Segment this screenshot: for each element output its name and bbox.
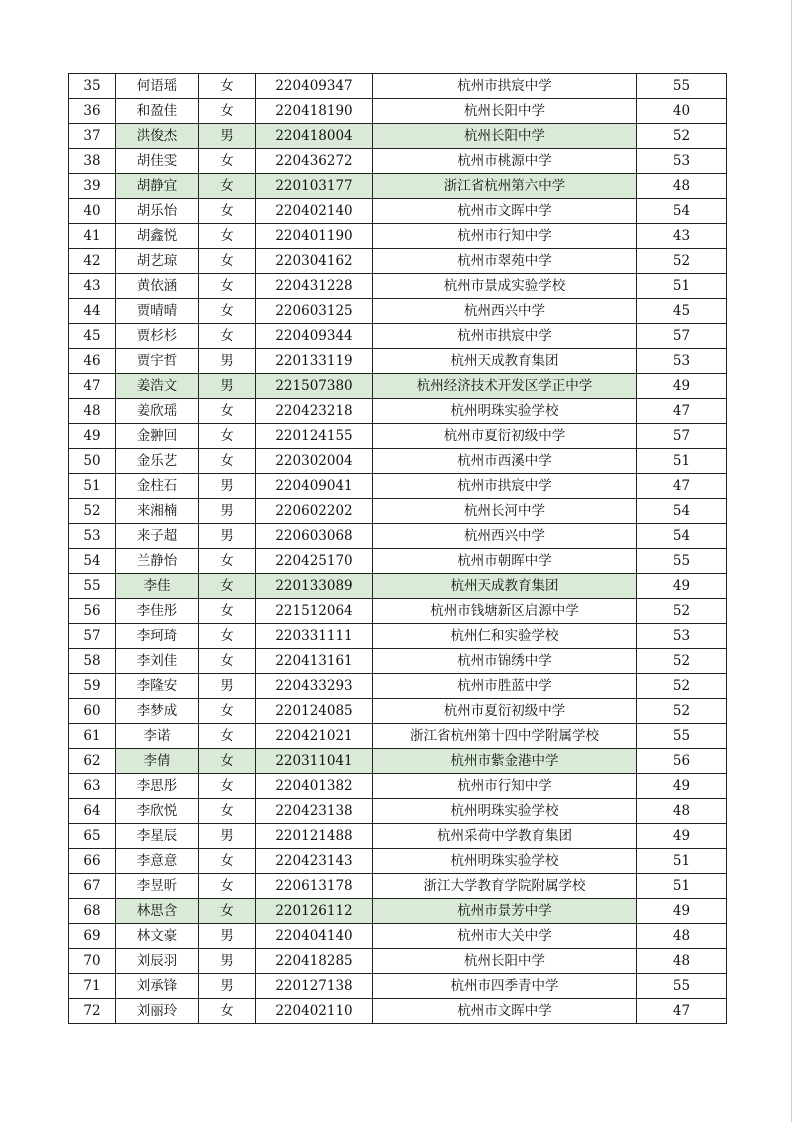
school-name-cell: 杭州长河中学 bbox=[373, 499, 637, 524]
score-cell: 55 bbox=[637, 974, 727, 999]
score-cell: 51 bbox=[637, 449, 727, 474]
table-row bbox=[69, 849, 727, 874]
row-number-cell: 45 bbox=[69, 324, 116, 349]
row-number-cell: 69 bbox=[69, 924, 116, 949]
table-row bbox=[69, 899, 727, 924]
student-name-cell: 何语瑶 bbox=[116, 74, 199, 99]
school-name-cell: 杭州明珠实验学校 bbox=[373, 799, 637, 824]
exam-id-cell: 220425170 bbox=[256, 549, 373, 574]
score-cell: 54 bbox=[637, 524, 727, 549]
table-row bbox=[69, 999, 727, 1024]
gender-cell: 女 bbox=[199, 449, 256, 474]
exam-id-cell: 220121488 bbox=[256, 824, 373, 849]
table-row bbox=[69, 749, 727, 774]
row-number-cell: 70 bbox=[69, 949, 116, 974]
school-name-cell: 杭州市拱宸中学 bbox=[373, 474, 637, 499]
student-name-cell: 胡佳雯 bbox=[116, 149, 199, 174]
table-row bbox=[69, 124, 727, 149]
school-name-cell: 杭州市景成实验学校 bbox=[373, 274, 637, 299]
school-name-cell: 浙江省杭州第六中学 bbox=[373, 174, 637, 199]
school-name-cell: 杭州长阳中学 bbox=[373, 949, 637, 974]
student-name-cell: 李梦成 bbox=[116, 699, 199, 724]
student-name-cell: 胡静宜 bbox=[116, 174, 199, 199]
exam-id-cell: 220133119 bbox=[256, 349, 373, 374]
exam-id-cell: 220433293 bbox=[256, 674, 373, 699]
score-cell: 52 bbox=[637, 599, 727, 624]
school-name-cell: 杭州明珠实验学校 bbox=[373, 399, 637, 424]
school-name-cell: 杭州市翠苑中学 bbox=[373, 249, 637, 274]
gender-cell: 女 bbox=[199, 424, 256, 449]
score-cell: 51 bbox=[637, 274, 727, 299]
table-row bbox=[69, 549, 727, 574]
school-name-cell: 杭州天成教育集团 bbox=[373, 574, 637, 599]
row-number-cell: 61 bbox=[69, 724, 116, 749]
table-row bbox=[69, 774, 727, 799]
student-name-cell: 贾晴晴 bbox=[116, 299, 199, 324]
row-number-cell: 64 bbox=[69, 799, 116, 824]
score-cell: 52 bbox=[637, 674, 727, 699]
row-number-cell: 48 bbox=[69, 399, 116, 424]
exam-id-cell: 220431228 bbox=[256, 274, 373, 299]
exam-id-cell: 220133089 bbox=[256, 574, 373, 599]
score-cell: 52 bbox=[637, 249, 727, 274]
score-cell: 54 bbox=[637, 499, 727, 524]
school-name-cell: 杭州市行知中学 bbox=[373, 224, 637, 249]
school-name-cell: 杭州市大关中学 bbox=[373, 924, 637, 949]
row-number-cell: 52 bbox=[69, 499, 116, 524]
score-cell: 53 bbox=[637, 624, 727, 649]
gender-cell: 男 bbox=[199, 974, 256, 999]
table-row bbox=[69, 799, 727, 824]
school-name-cell: 浙江大学教育学院附属学校 bbox=[373, 874, 637, 899]
row-number-cell: 39 bbox=[69, 174, 116, 199]
table-row bbox=[69, 349, 727, 374]
gender-cell: 男 bbox=[199, 949, 256, 974]
student-score-table bbox=[68, 73, 727, 1024]
school-name-cell: 杭州市景芳中学 bbox=[373, 899, 637, 924]
row-number-cell: 63 bbox=[69, 774, 116, 799]
exam-id-cell: 220613178 bbox=[256, 874, 373, 899]
student-name-cell: 贾宇哲 bbox=[116, 349, 199, 374]
exam-id-cell: 220603125 bbox=[256, 299, 373, 324]
table-row bbox=[69, 499, 727, 524]
school-name-cell: 杭州经济技术开发区学正中学 bbox=[373, 374, 637, 399]
score-cell: 55 bbox=[637, 74, 727, 99]
table-row bbox=[69, 449, 727, 474]
score-cell: 55 bbox=[637, 724, 727, 749]
row-number-cell: 37 bbox=[69, 124, 116, 149]
score-cell: 52 bbox=[637, 699, 727, 724]
student-name-cell: 李思彤 bbox=[116, 774, 199, 799]
score-cell: 54 bbox=[637, 199, 727, 224]
row-number-cell: 49 bbox=[69, 424, 116, 449]
score-cell: 51 bbox=[637, 849, 727, 874]
table-row bbox=[69, 724, 727, 749]
row-number-cell: 57 bbox=[69, 624, 116, 649]
school-name-cell: 杭州仁和实验学校 bbox=[373, 624, 637, 649]
score-cell: 49 bbox=[637, 574, 727, 599]
row-number-cell: 36 bbox=[69, 99, 116, 124]
school-name-cell: 杭州明珠实验学校 bbox=[373, 849, 637, 874]
table-body bbox=[69, 74, 727, 1024]
score-cell: 52 bbox=[637, 649, 727, 674]
row-number-cell: 40 bbox=[69, 199, 116, 224]
score-cell: 49 bbox=[637, 374, 727, 399]
school-name-cell: 杭州天成教育集团 bbox=[373, 349, 637, 374]
school-name-cell: 杭州市拱宸中学 bbox=[373, 74, 637, 99]
student-name-cell: 来湘楠 bbox=[116, 499, 199, 524]
student-name-cell: 金乐艺 bbox=[116, 449, 199, 474]
score-cell: 53 bbox=[637, 349, 727, 374]
gender-cell: 女 bbox=[199, 874, 256, 899]
student-name-cell: 李佳彤 bbox=[116, 599, 199, 624]
row-number-cell: 42 bbox=[69, 249, 116, 274]
gender-cell: 男 bbox=[199, 474, 256, 499]
table-row bbox=[69, 949, 727, 974]
gender-cell: 女 bbox=[199, 724, 256, 749]
gender-cell: 女 bbox=[199, 174, 256, 199]
row-number-cell: 59 bbox=[69, 674, 116, 699]
student-name-cell: 李意意 bbox=[116, 849, 199, 874]
gender-cell: 女 bbox=[199, 699, 256, 724]
gender-cell: 女 bbox=[199, 74, 256, 99]
student-name-cell: 姜浩文 bbox=[116, 374, 199, 399]
student-name-cell: 金柱石 bbox=[116, 474, 199, 499]
gender-cell: 女 bbox=[199, 399, 256, 424]
school-name-cell: 杭州市西溪中学 bbox=[373, 449, 637, 474]
exam-id-cell: 220304162 bbox=[256, 249, 373, 274]
gender-cell: 男 bbox=[199, 824, 256, 849]
row-number-cell: 71 bbox=[69, 974, 116, 999]
row-number-cell: 46 bbox=[69, 349, 116, 374]
student-name-cell: 李星辰 bbox=[116, 824, 199, 849]
page-edge-divider bbox=[791, 0, 792, 1122]
student-name-cell: 李欣悦 bbox=[116, 799, 199, 824]
student-name-cell: 李佳 bbox=[116, 574, 199, 599]
row-number-cell: 66 bbox=[69, 849, 116, 874]
table-row bbox=[69, 974, 727, 999]
table-row bbox=[69, 649, 727, 674]
exam-id-cell: 220421021 bbox=[256, 724, 373, 749]
exam-id-cell: 220418004 bbox=[256, 124, 373, 149]
exam-id-cell: 220423143 bbox=[256, 849, 373, 874]
table-row bbox=[69, 624, 727, 649]
student-name-cell: 黄依涵 bbox=[116, 274, 199, 299]
score-cell: 53 bbox=[637, 149, 727, 174]
row-number-cell: 68 bbox=[69, 899, 116, 924]
table-row bbox=[69, 374, 727, 399]
exam-id-cell: 220302004 bbox=[256, 449, 373, 474]
student-name-cell: 林文豪 bbox=[116, 924, 199, 949]
score-cell: 48 bbox=[637, 949, 727, 974]
table-row bbox=[69, 524, 727, 549]
exam-id-cell: 220126112 bbox=[256, 899, 373, 924]
gender-cell: 女 bbox=[199, 199, 256, 224]
student-name-cell: 李隆安 bbox=[116, 674, 199, 699]
row-number-cell: 51 bbox=[69, 474, 116, 499]
table-row bbox=[69, 149, 727, 174]
row-number-cell: 44 bbox=[69, 299, 116, 324]
school-name-cell: 杭州市文晖中学 bbox=[373, 199, 637, 224]
student-name-cell: 李刘佳 bbox=[116, 649, 199, 674]
student-name-cell: 刘丽玲 bbox=[116, 999, 199, 1024]
row-number-cell: 53 bbox=[69, 524, 116, 549]
table-row bbox=[69, 199, 727, 224]
student-name-cell: 洪俊杰 bbox=[116, 124, 199, 149]
school-name-cell: 杭州西兴中学 bbox=[373, 299, 637, 324]
score-cell: 45 bbox=[637, 299, 727, 324]
row-number-cell: 60 bbox=[69, 699, 116, 724]
student-name-cell: 胡艺琼 bbox=[116, 249, 199, 274]
score-cell: 57 bbox=[637, 424, 727, 449]
score-cell: 57 bbox=[637, 324, 727, 349]
score-cell: 43 bbox=[637, 224, 727, 249]
student-name-cell: 林思含 bbox=[116, 899, 199, 924]
score-cell: 48 bbox=[637, 924, 727, 949]
gender-cell: 女 bbox=[199, 549, 256, 574]
school-name-cell: 杭州市桃源中学 bbox=[373, 149, 637, 174]
table-row bbox=[69, 249, 727, 274]
school-name-cell: 杭州市朝晖中学 bbox=[373, 549, 637, 574]
table-row bbox=[69, 699, 727, 724]
student-name-cell: 兰静怡 bbox=[116, 549, 199, 574]
gender-cell: 女 bbox=[199, 324, 256, 349]
gender-cell: 女 bbox=[199, 299, 256, 324]
school-name-cell: 杭州采荷中学教育集团 bbox=[373, 824, 637, 849]
table-row bbox=[69, 324, 727, 349]
gender-cell: 女 bbox=[199, 799, 256, 824]
exam-id-cell: 220124085 bbox=[256, 699, 373, 724]
exam-id-cell: 220423218 bbox=[256, 399, 373, 424]
exam-id-cell: 220311041 bbox=[256, 749, 373, 774]
gender-cell: 女 bbox=[199, 224, 256, 249]
gender-cell: 女 bbox=[199, 99, 256, 124]
table-row bbox=[69, 924, 727, 949]
school-name-cell: 杭州西兴中学 bbox=[373, 524, 637, 549]
school-name-cell: 杭州长阳中学 bbox=[373, 124, 637, 149]
row-number-cell: 58 bbox=[69, 649, 116, 674]
exam-id-cell: 220103177 bbox=[256, 174, 373, 199]
school-name-cell: 杭州市夏衍初级中学 bbox=[373, 699, 637, 724]
table-row bbox=[69, 474, 727, 499]
gender-cell: 男 bbox=[199, 124, 256, 149]
student-name-cell: 李诺 bbox=[116, 724, 199, 749]
exam-id-cell: 220401382 bbox=[256, 774, 373, 799]
score-cell: 49 bbox=[637, 899, 727, 924]
exam-id-cell: 220404140 bbox=[256, 924, 373, 949]
gender-cell: 女 bbox=[199, 749, 256, 774]
row-number-cell: 43 bbox=[69, 274, 116, 299]
score-cell: 49 bbox=[637, 774, 727, 799]
row-number-cell: 41 bbox=[69, 224, 116, 249]
student-name-cell: 来子超 bbox=[116, 524, 199, 549]
exam-id-cell: 220423138 bbox=[256, 799, 373, 824]
gender-cell: 男 bbox=[199, 499, 256, 524]
exam-id-cell: 220402110 bbox=[256, 999, 373, 1024]
score-cell: 51 bbox=[637, 874, 727, 899]
exam-id-cell: 221507380 bbox=[256, 374, 373, 399]
gender-cell: 男 bbox=[199, 374, 256, 399]
exam-id-cell: 220418190 bbox=[256, 99, 373, 124]
school-name-cell: 杭州市夏衍初级中学 bbox=[373, 424, 637, 449]
school-name-cell: 杭州市行知中学 bbox=[373, 774, 637, 799]
score-cell: 47 bbox=[637, 474, 727, 499]
table-row bbox=[69, 99, 727, 124]
table-row bbox=[69, 274, 727, 299]
school-name-cell: 杭州市紫金港中学 bbox=[373, 749, 637, 774]
gender-cell: 女 bbox=[199, 849, 256, 874]
row-number-cell: 47 bbox=[69, 374, 116, 399]
gender-cell: 女 bbox=[199, 599, 256, 624]
row-number-cell: 50 bbox=[69, 449, 116, 474]
school-name-cell: 杭州市四季青中学 bbox=[373, 974, 637, 999]
exam-id-cell: 220409041 bbox=[256, 474, 373, 499]
school-name-cell: 浙江省杭州第十四中学附属学校 bbox=[373, 724, 637, 749]
table-row bbox=[69, 599, 727, 624]
exam-id-cell: 220124155 bbox=[256, 424, 373, 449]
exam-id-cell: 220127138 bbox=[256, 974, 373, 999]
school-name-cell: 杭州市锦绣中学 bbox=[373, 649, 637, 674]
table-row bbox=[69, 424, 727, 449]
exam-id-cell: 220418285 bbox=[256, 949, 373, 974]
school-name-cell: 杭州长阳中学 bbox=[373, 99, 637, 124]
school-name-cell: 杭州市钱塘新区启源中学 bbox=[373, 599, 637, 624]
gender-cell: 女 bbox=[199, 249, 256, 274]
student-name-cell: 胡乐怡 bbox=[116, 199, 199, 224]
exam-id-cell: 220602202 bbox=[256, 499, 373, 524]
row-number-cell: 35 bbox=[69, 74, 116, 99]
score-cell: 56 bbox=[637, 749, 727, 774]
student-name-cell: 贾杉杉 bbox=[116, 324, 199, 349]
table-row bbox=[69, 174, 727, 199]
school-name-cell: 杭州市胜蓝中学 bbox=[373, 674, 637, 699]
student-name-cell: 姜欣瑶 bbox=[116, 399, 199, 424]
table-row bbox=[69, 224, 727, 249]
row-number-cell: 67 bbox=[69, 874, 116, 899]
student-name-cell: 李昱昕 bbox=[116, 874, 199, 899]
score-cell: 47 bbox=[637, 399, 727, 424]
student-name-cell: 李珂琦 bbox=[116, 624, 199, 649]
exam-id-cell: 220409344 bbox=[256, 324, 373, 349]
gender-cell: 女 bbox=[199, 624, 256, 649]
score-cell: 40 bbox=[637, 99, 727, 124]
gender-cell: 男 bbox=[199, 924, 256, 949]
exam-id-cell: 220401190 bbox=[256, 224, 373, 249]
score-cell: 47 bbox=[637, 999, 727, 1024]
row-number-cell: 38 bbox=[69, 149, 116, 174]
row-number-cell: 55 bbox=[69, 574, 116, 599]
score-cell: 48 bbox=[637, 799, 727, 824]
gender-cell: 男 bbox=[199, 674, 256, 699]
exam-id-cell: 220436272 bbox=[256, 149, 373, 174]
school-name-cell: 杭州市文晖中学 bbox=[373, 999, 637, 1024]
row-number-cell: 65 bbox=[69, 824, 116, 849]
exam-id-cell: 221512064 bbox=[256, 599, 373, 624]
gender-cell: 男 bbox=[199, 349, 256, 374]
student-name-cell: 刘辰羽 bbox=[116, 949, 199, 974]
gender-cell: 男 bbox=[199, 524, 256, 549]
student-name-cell: 和盈佳 bbox=[116, 99, 199, 124]
table-row bbox=[69, 399, 727, 424]
exam-id-cell: 220331111 bbox=[256, 624, 373, 649]
exam-id-cell: 220603068 bbox=[256, 524, 373, 549]
score-cell: 52 bbox=[637, 124, 727, 149]
score-cell: 49 bbox=[637, 824, 727, 849]
gender-cell: 女 bbox=[199, 649, 256, 674]
row-number-cell: 72 bbox=[69, 999, 116, 1024]
row-number-cell: 54 bbox=[69, 549, 116, 574]
student-name-cell: 金翀回 bbox=[116, 424, 199, 449]
exam-id-cell: 220413161 bbox=[256, 649, 373, 674]
gender-cell: 女 bbox=[199, 274, 256, 299]
score-cell: 48 bbox=[637, 174, 727, 199]
exam-id-cell: 220402140 bbox=[256, 199, 373, 224]
school-name-cell: 杭州市拱宸中学 bbox=[373, 324, 637, 349]
table-row bbox=[69, 574, 727, 599]
gender-cell: 女 bbox=[199, 574, 256, 599]
table-row bbox=[69, 874, 727, 899]
table-row bbox=[69, 299, 727, 324]
row-number-cell: 56 bbox=[69, 599, 116, 624]
table-row bbox=[69, 74, 727, 99]
gender-cell: 女 bbox=[199, 899, 256, 924]
row-number-cell: 62 bbox=[69, 749, 116, 774]
student-name-cell: 刘承锋 bbox=[116, 974, 199, 999]
student-name-cell: 李倩 bbox=[116, 749, 199, 774]
table-row bbox=[69, 674, 727, 699]
gender-cell: 女 bbox=[199, 774, 256, 799]
student-name-cell: 胡鑫悦 bbox=[116, 224, 199, 249]
gender-cell: 女 bbox=[199, 149, 256, 174]
exam-id-cell: 220409347 bbox=[256, 74, 373, 99]
table-row bbox=[69, 824, 727, 849]
score-cell: 55 bbox=[637, 549, 727, 574]
gender-cell: 女 bbox=[199, 999, 256, 1024]
